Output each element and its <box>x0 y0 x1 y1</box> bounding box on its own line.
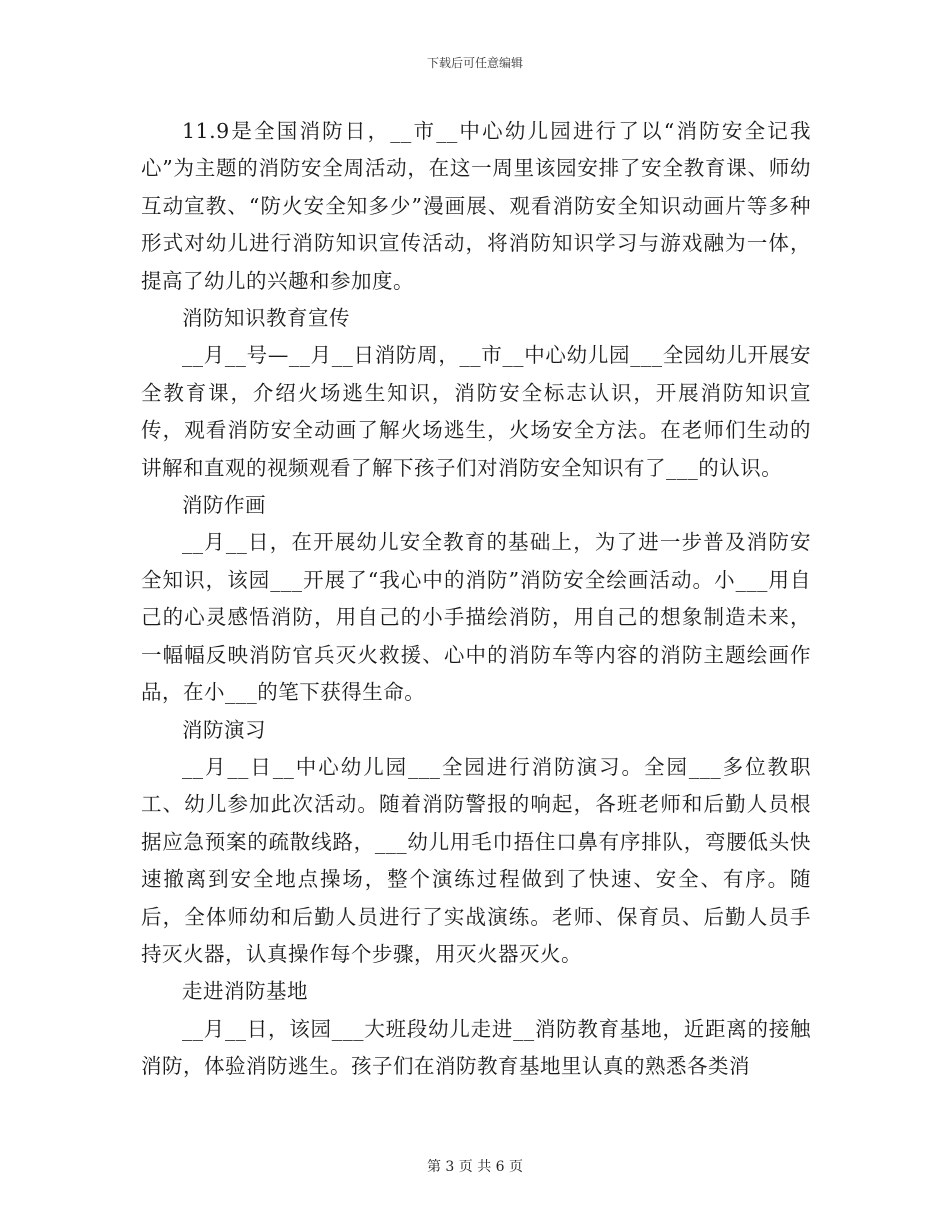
paragraph-education: __月__号—__月__日消防周，__市__中心幼儿园___全园幼儿开展安全教育课，介绍火场逃生知识，消防安全标志认识，开展消防知识宣传，观看消防安全动画了解火场逃生，火场安全方法。在老师们生动的讲解和直观的视频观看了解下孩子们对消防安全知识有了___的认识。 <box>141 343 811 480</box>
section-heading-drawing: 消防作画 <box>182 493 266 518</box>
section-heading-base-visit: 走进消防基地 <box>182 979 308 1004</box>
page-header-note: 下载后可任意编辑 <box>426 56 523 70</box>
paragraph-intro: 11.9是全国消防日，__市__中心幼儿园进行了以“消防安全记我心”为主题的消防安全周活动，在这一周里该园安排了安全教育课、师幼互动宣教、“防火安全知多少”漫画展、观看消防安全知识动画片等多种形式对幼儿进行消防知识宣传活动，将消防知识学习与游戏融为一体，提高了幼儿的兴趣和参加度。 <box>141 119 811 293</box>
section-heading-drill: 消防演习 <box>182 717 266 742</box>
paragraph-drawing: __月__日，在开展幼儿安全教育的基础上，为了进一步普及消防安全知识，该园___开展了“我心中的消防”消防安全绘画活动。小___用自己的心灵感悟消防，用自己的小手描绘消防，用自己的想象制造未来，一幅幅反映消防官兵灭火救援、心中的消防车等内容的消防主题绘画作品，在小___的笔下获得生命。 <box>141 530 811 705</box>
section-heading-education: 消防知识教育宣传 <box>182 306 350 331</box>
paragraph-base-visit: __月__日，该园___大班段幼儿走进__消防教育基地，近距离的接触消防，体验消防逃生。孩子们在消防教育基地里认真的熟悉各类消 <box>141 1016 811 1079</box>
page-footer-number: 第 3 页 共 6 页 <box>426 1159 524 1175</box>
paragraph-drill: __月__日__中心幼儿园___全园进行消防演习。全园___多位教职工、幼儿参加此次活动。随着消防警报的响起，各班老师和后勤人员根据应急预案的疏散线路，___幼儿用毛巾捂住口鼻有序排队，弯腰低头快速撤离到安全地点操场，整个演练过程做到了快速、安全、有序。随后，全体师幼和后勤人员进行了实战演练。老师、保育员、后勤人员手持灭火器，认真操作每个步骤，用灭火器灭火。 <box>141 754 811 966</box>
document-body <box>141 113 811 1086</box>
